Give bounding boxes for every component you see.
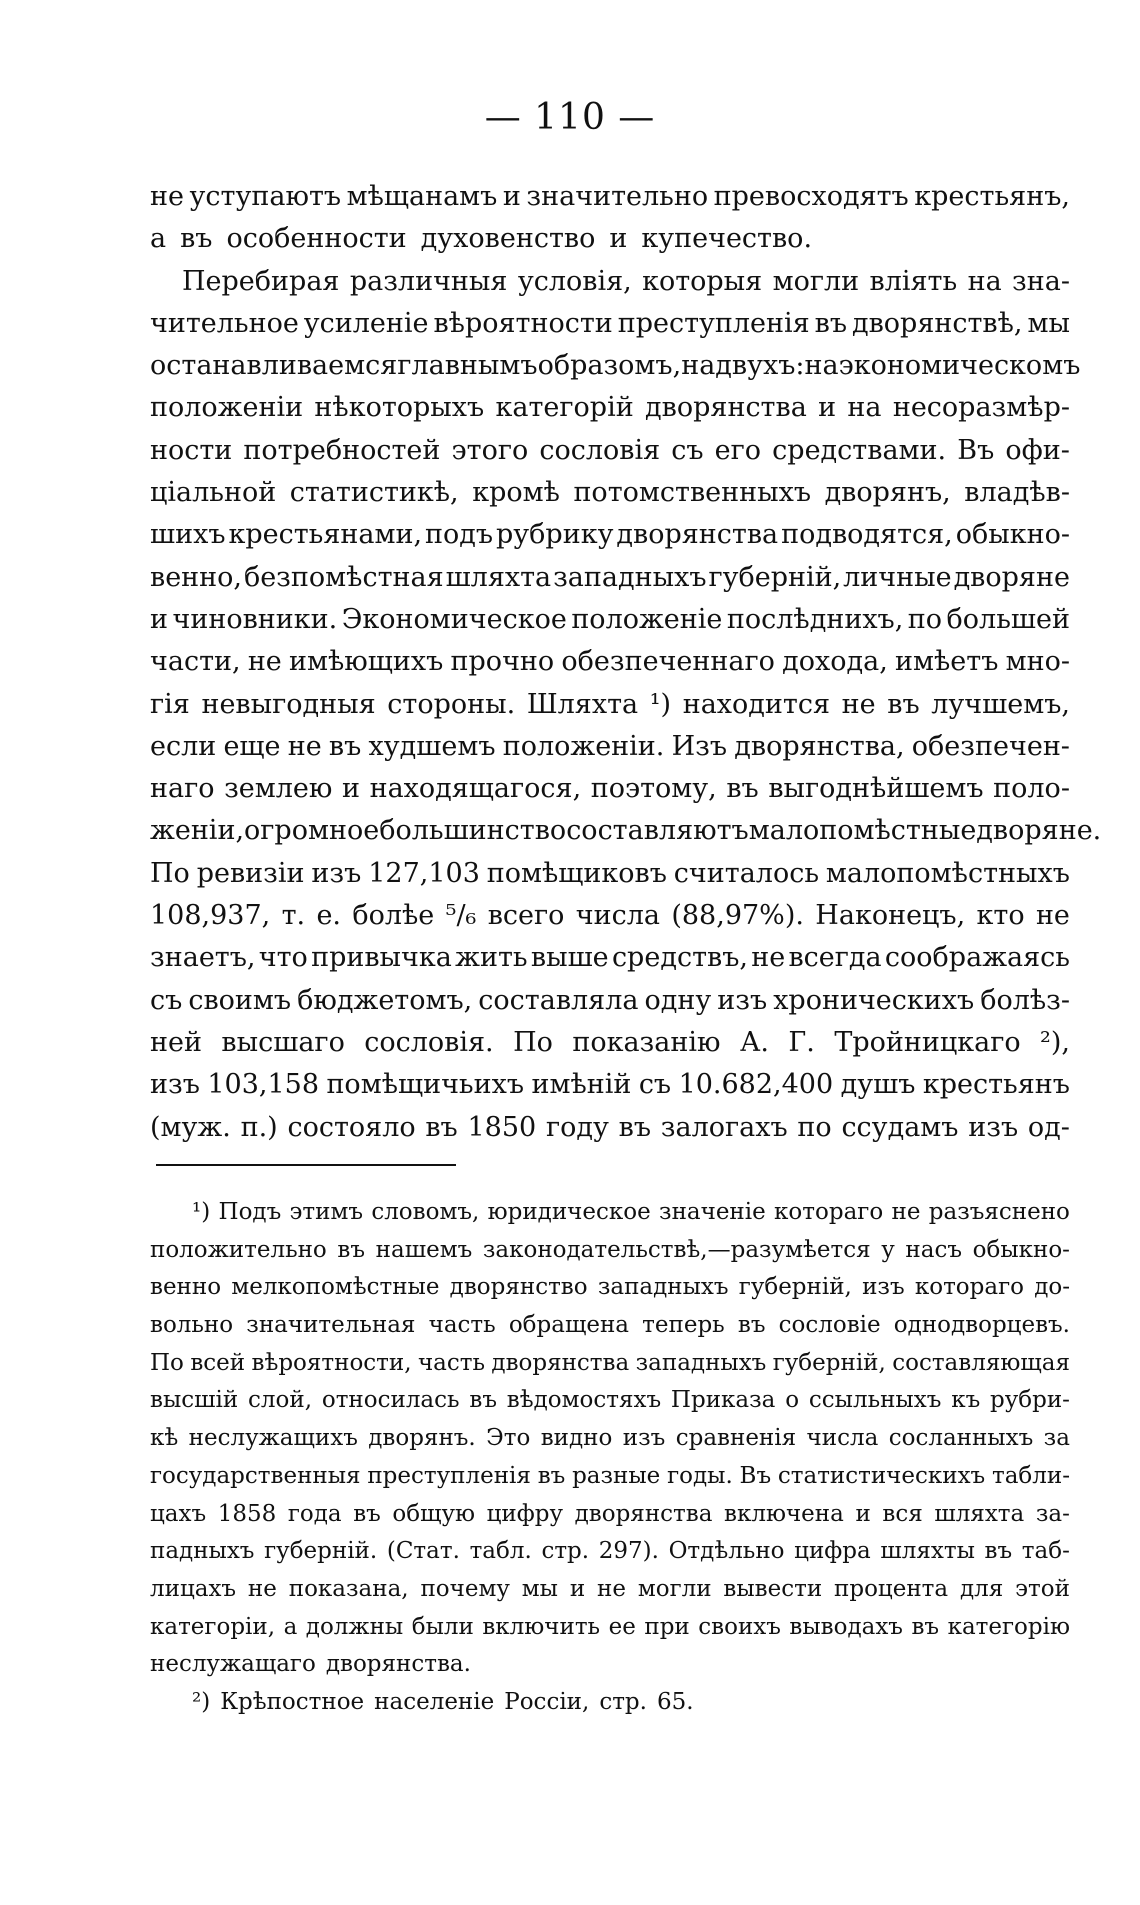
body-line: не уступаютъ мѣщанамъ и значительно превосходятъ крестьянъ,	[150, 181, 1070, 212]
body-line: знаетъ, что привычка жить выше средствъ, не всегда соображаясь	[150, 942, 1070, 974]
footnote-line: ¹) Подъ этимъ словомъ, юридическое значеніе котораго не разъяснено	[192, 1199, 1070, 1225]
body-line: гія невыгодныя стороны. Шляхта ¹) находится не въ лучшемъ,	[150, 688, 1070, 720]
footnotes	[150, 1194, 1070, 1722]
body-line: если еще не въ худшемъ положеніи. Изъ дворянства, обезпечен-	[150, 730, 1070, 762]
footnote-line: неслужащаго дворянства.	[150, 1651, 471, 1678]
body-line: положеніи нѣкоторыхъ категорій дворянства и на несоразмѣр-	[150, 392, 1070, 424]
footnote-line: категоріи, а должны были включить ее при своихъ выводахъ въ категорію	[150, 1613, 1070, 1640]
footnote-line: ²) Крѣпостное населеніе Россіи, стр. 65.	[192, 1688, 694, 1715]
body-line: 108,937, т. е. болѣе ⁵/₆ всего числа (88,97%). Наконецъ, кто не	[150, 900, 1070, 932]
footnote-line: кѣ неслужащихъ дворянъ. Это видно изъ сравненія числа сосланныхъ за	[150, 1425, 1070, 1452]
footnote-line: венно мелкопомѣстные дворянство западныхъ губерній, изъ котораго до-	[150, 1274, 1070, 1301]
body-line: а въ особенности духовенство и купечество.	[150, 223, 813, 255]
footnote-line: По всей вѣроятности, часть дворянства западныхъ губерній, составляющая	[150, 1349, 1070, 1376]
body-line: венно, безпомѣстная шляхта западныхъ губерній, личные дворяне	[150, 561, 1070, 593]
body-line: съ своимъ бюджетомъ, составляла одну изъ хроническихъ болѣз-	[150, 984, 1070, 1016]
body-line: Перебирая различныя условія, которыя могли вліять на зна-	[182, 265, 1070, 297]
page-number: — 110 —	[484, 97, 656, 138]
body-line: части, не имѣющихъ прочно обезпеченнаго дохода, имѣетъ мно-	[150, 646, 1070, 678]
footnote-line: цахъ 1858 года въ общую цифру дворянства включена и вся шляхта за-	[150, 1500, 1070, 1527]
body-line: чительное усиленіе вѣроятности преступленія въ дворянствѣ, мы	[150, 307, 1070, 339]
body-line: ней высшаго сословія. По показанію А. Г. Тройницкаго ²),	[150, 1026, 1070, 1058]
body-line: По ревизіи изъ 127,103 помѣщиковъ считалось малопомѣстныхъ	[150, 857, 1070, 889]
footnote-line: лицахъ не показана, почему мы и не могли вывести процента для этой	[150, 1575, 1070, 1602]
footnote-line: высшій слой, относилась въ вѣдомостяхъ Приказа о ссыльныхъ къ рубри-	[150, 1387, 1070, 1414]
footnote-line: падныхъ губерній. (Стат. табл. стр. 297). Отдѣльно цифра шляхты въ таб-	[150, 1538, 1070, 1565]
footnote-line: вольно значительная часть обращена теперь въ сословіе однодворцевъ.	[150, 1312, 1070, 1339]
body-text	[150, 176, 1102, 1149]
body-line: шихъ крестьянами, подъ рубрику дворянства подводятся, обыкно-	[150, 519, 1070, 551]
body-line: и чиновники. Экономическое положеніе послѣднихъ, по большей	[150, 603, 1070, 635]
body-line: женіи, огромное большинство составляютъ малопомѣстные дворяне.	[150, 815, 1102, 847]
body-line: изъ 103,158 помѣщичьихъ имѣній съ 10.682,400 душъ крестьянъ	[150, 1069, 1070, 1101]
body-line: наго землею и находящагося, поэтому, въ выгоднѣйшемъ поло-	[150, 773, 1070, 805]
footnote-line: положительно въ нашемъ законодательствѣ,—разумѣется у насъ обыкно-	[150, 1236, 1070, 1263]
footnote-separator	[156, 1164, 456, 1166]
body-line: (муж. п.) состояло въ 1850 году въ залогахъ по ссудамъ изъ од-	[150, 1111, 1070, 1143]
body-line: ціальной статистикѣ, кромѣ потомственныхъ дворянъ, владѣв-	[150, 477, 1070, 509]
body-line: ности потребностей этого сословія съ его средствами. Въ офи-	[150, 434, 1070, 466]
footnote-line: государственныя преступленія въ разные годы. Въ статистическихъ табли-	[150, 1462, 1070, 1489]
body-line: останавливаемся главнымъ образомъ, на двухъ: на экономическомъ	[150, 350, 1081, 382]
